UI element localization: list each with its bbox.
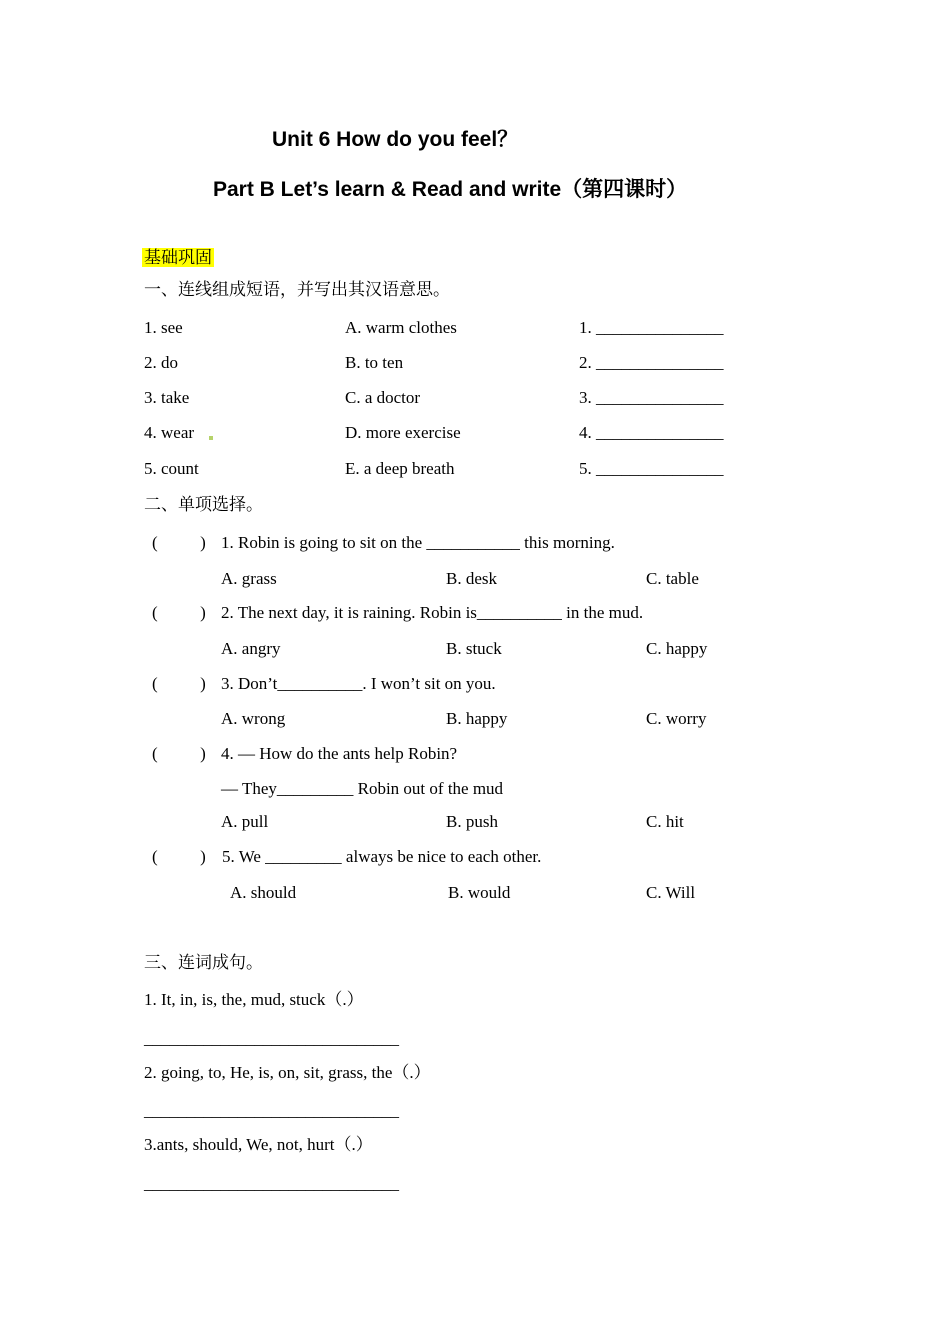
stray-mark xyxy=(209,436,213,440)
question-1-stem: 1. Robin is going to sit on the ___________ this morning. xyxy=(221,533,615,552)
question-4-option-c: C. hit xyxy=(646,812,684,831)
question-2-option-c: C. happy xyxy=(646,639,708,658)
question-2-stem: 2. The next day, it is raining. Robin is__________ in the mud. xyxy=(221,603,644,622)
question-2-option-a: A. angry xyxy=(221,639,281,658)
answer-paren-1[interactable]: ( ) xyxy=(152,533,206,552)
match-left-3: 3. take xyxy=(144,388,190,407)
section-basic-highlight: 基础巩固 xyxy=(144,248,212,267)
match-mid-1: A. warm clothes xyxy=(345,318,457,337)
sentence-2-answer-line[interactable]: ______________________________ xyxy=(144,1101,399,1120)
match-mid-4: D. more exercise xyxy=(345,423,461,442)
question-4-option-a: A. pull xyxy=(221,812,269,831)
answer-paren-2[interactable]: ( ) xyxy=(152,603,206,622)
section1-heading: 一、连线组成短语，并写出其汉语意思。 xyxy=(144,280,450,299)
question-1-option-c: C. table xyxy=(646,569,699,588)
question-3-option-a: A. wrong xyxy=(221,709,286,728)
match-answer-2[interactable]: 2. _______________ xyxy=(579,353,724,372)
match-answer-3[interactable]: 3. _______________ xyxy=(579,388,724,407)
question-1-option-a: A. grass xyxy=(221,569,277,588)
question-3-option-c: C. worry xyxy=(646,709,707,728)
answer-paren-4[interactable]: ( ) xyxy=(152,744,206,763)
question-5-option-c: C. Will xyxy=(646,883,696,902)
title-line2: Part B Let’s learn & Read and write（第四课时） xyxy=(213,178,688,201)
sentence-1-words: 1. It, in, is, the, mud, stuck（.） xyxy=(144,990,364,1009)
sentence-3-answer-line[interactable]: ______________________________ xyxy=(144,1174,399,1193)
question-4-stem: 4. — How do the ants help Robin? xyxy=(221,744,458,763)
question-3-option-b: B. happy xyxy=(446,709,508,728)
sentence-1-answer-line[interactable]: ______________________________ xyxy=(144,1029,399,1048)
answer-paren-5[interactable]: ( ) xyxy=(152,847,206,866)
section3-heading: 三、连词成句。 xyxy=(144,953,263,972)
match-left-4: 4. wear xyxy=(144,423,195,442)
match-left-1: 1. see xyxy=(144,318,183,337)
section2-heading: 二、单项选择。 xyxy=(144,495,263,514)
question-4-stem-2: — They_________ Robin out of the mud xyxy=(221,779,504,798)
title-line1: Unit 6 How do you feel？ xyxy=(272,128,519,151)
question-5-option-b: B. would xyxy=(448,883,511,902)
sentence-3-words: 3.ants, should, We, not, hurt（.） xyxy=(144,1135,373,1154)
question-1-option-b: B. desk xyxy=(446,569,497,588)
question-2-option-b: B. stuck xyxy=(446,639,502,658)
match-mid-2: B. to ten xyxy=(345,353,404,372)
match-answer-4[interactable]: 4. _______________ xyxy=(579,423,724,442)
match-mid-3: C. a doctor xyxy=(345,388,421,407)
question-3-stem: 3. Don’t__________. I won’t sit on you. xyxy=(221,674,496,693)
sentence-2-words: 2. going, to, He, is, on, sit, grass, the（.） xyxy=(144,1063,431,1082)
section-basic-label xyxy=(142,247,214,269)
match-left-2: 2. do xyxy=(144,353,178,372)
match-mid-5: E. a deep breath xyxy=(345,459,455,478)
answer-paren-3[interactable]: ( ) xyxy=(152,674,206,693)
question-4-option-b: B. push xyxy=(446,812,498,831)
match-left-5: 5. count xyxy=(144,459,199,478)
question-5-stem: 5. We _________ always be nice to each other. xyxy=(222,847,542,866)
match-answer-1[interactable]: 1. _______________ xyxy=(579,318,724,337)
match-answer-5[interactable]: 5. _______________ xyxy=(579,459,724,478)
question-5-option-a: A. should xyxy=(230,883,297,902)
